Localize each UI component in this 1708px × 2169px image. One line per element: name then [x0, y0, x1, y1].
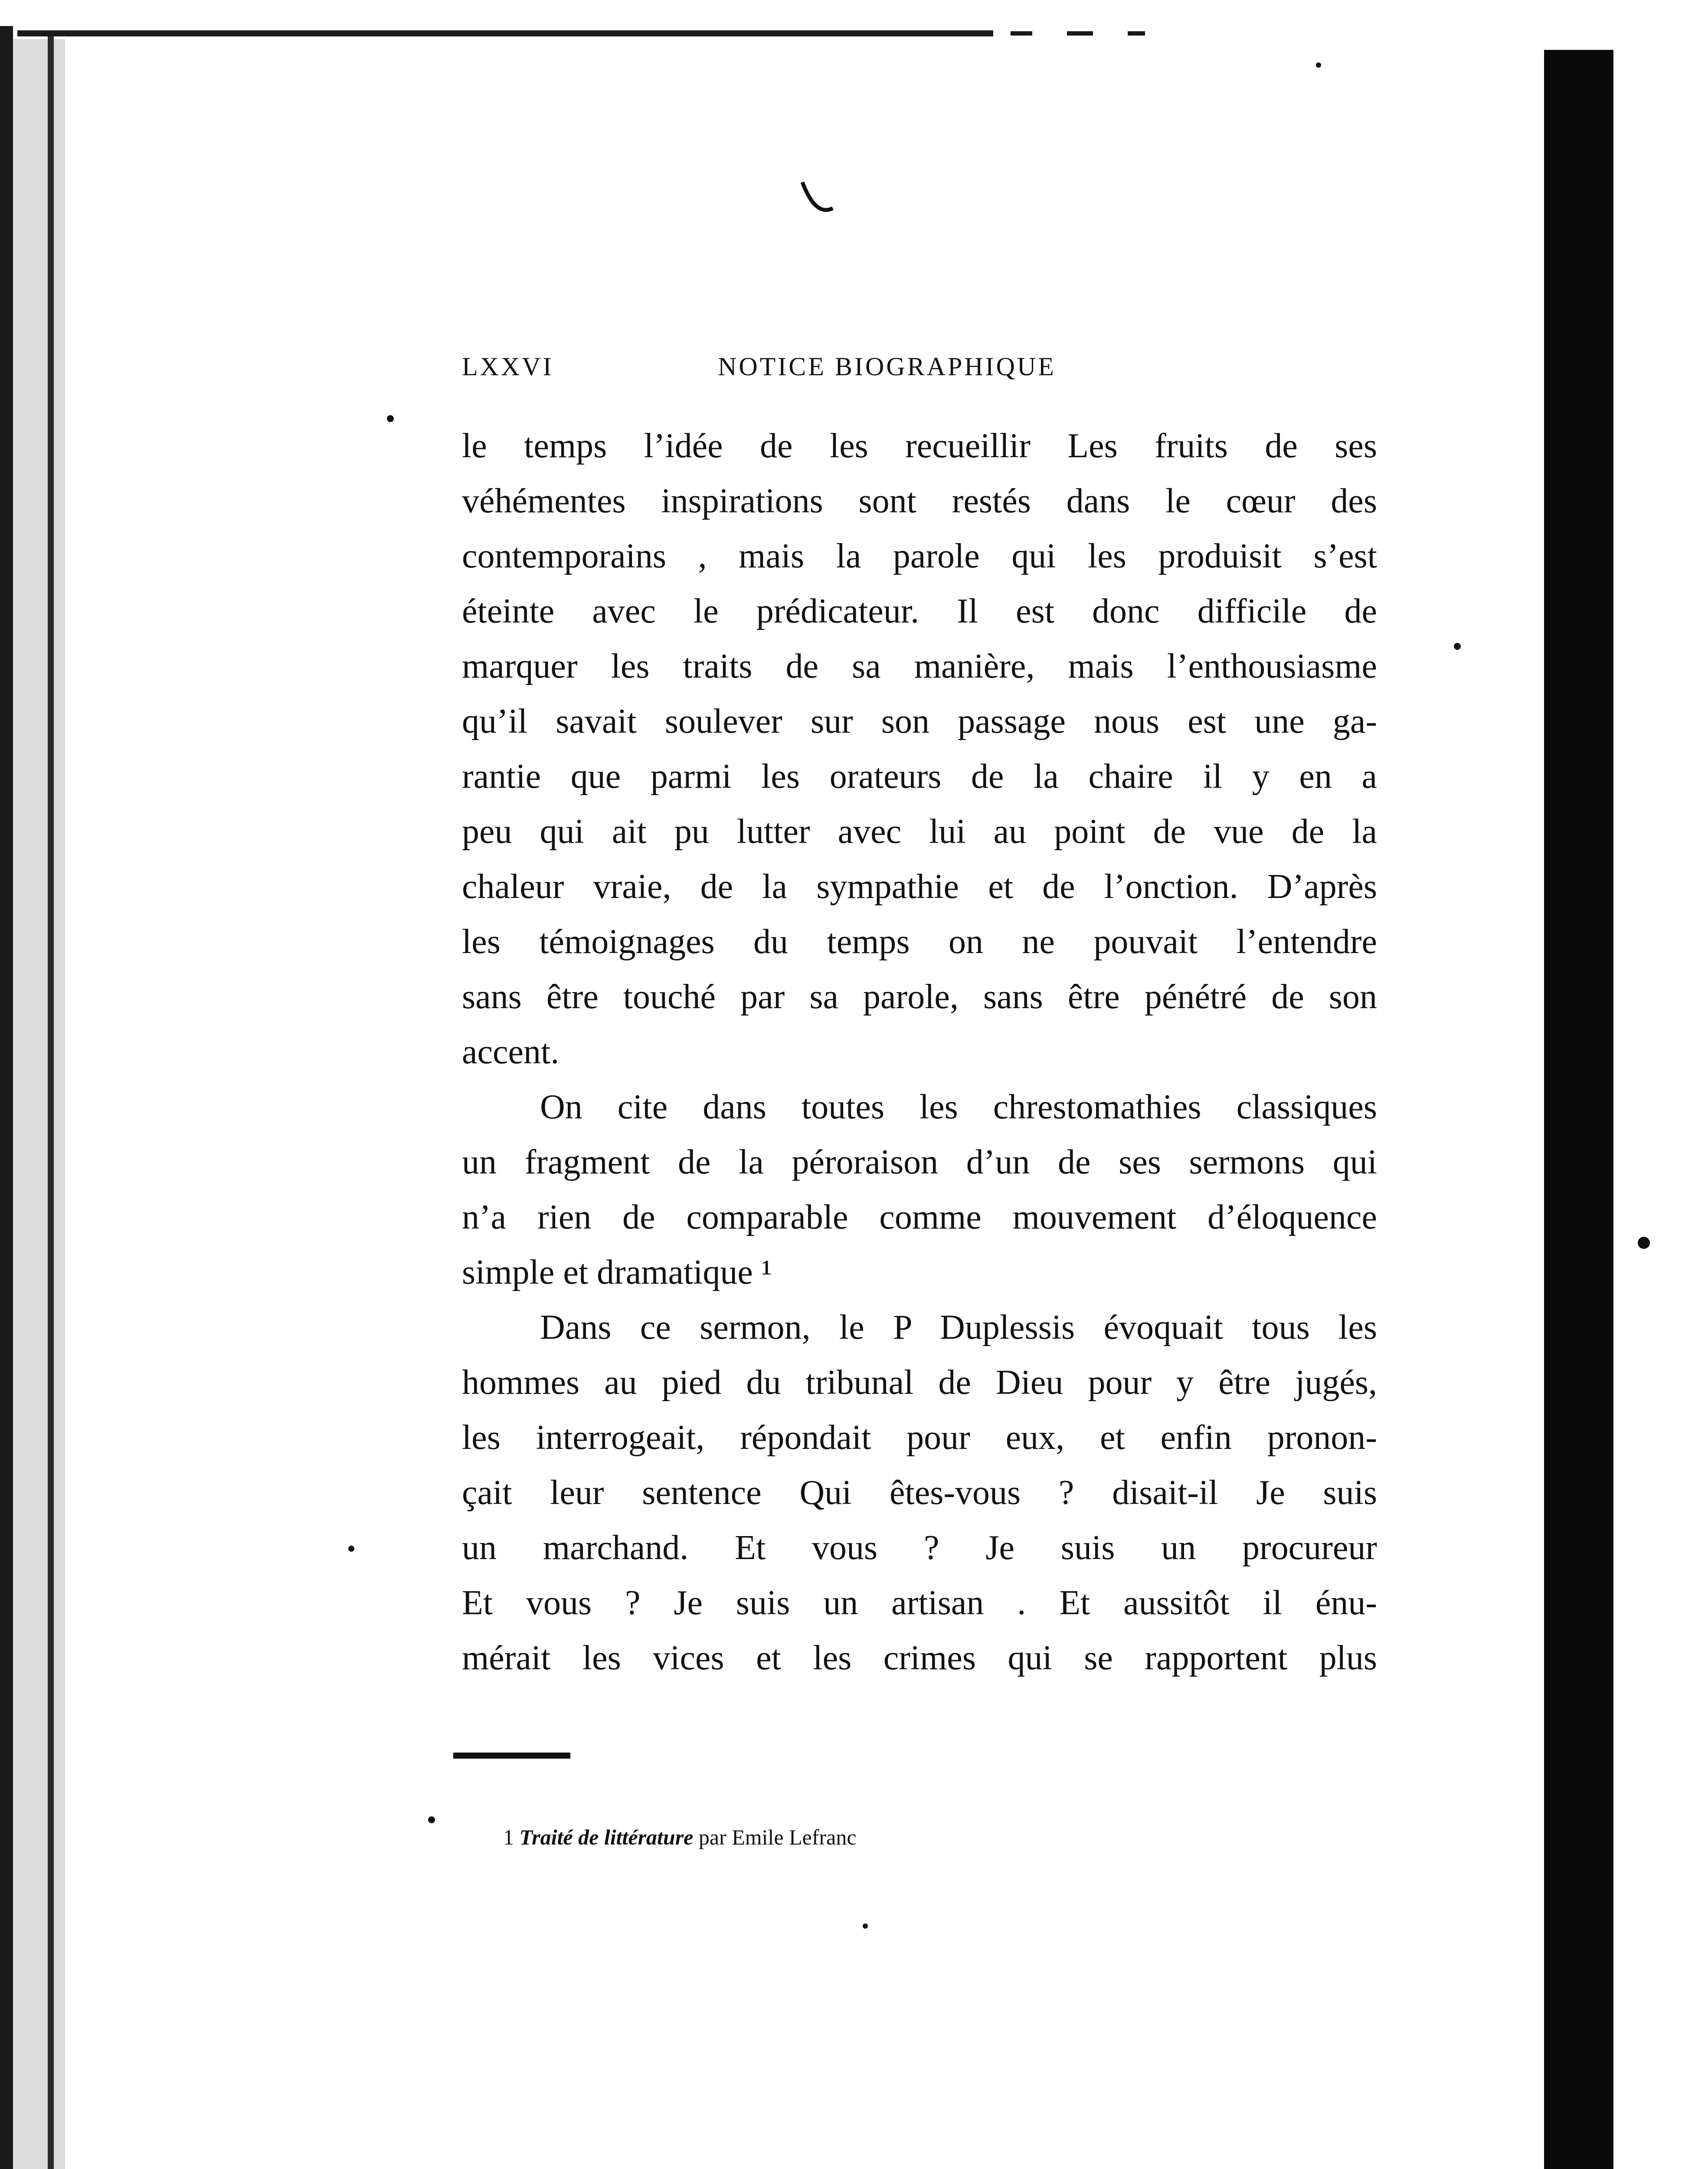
text-line: contemporains , mais la parole qui les produisit s’est [462, 537, 1377, 575]
text-line: les témoignages du temps on ne pouvait l’entendre [462, 923, 1377, 961]
text-line: le temps l’idée de les recueillir Les fruits de ses [462, 427, 1377, 465]
text-line: Dans ce sermon, le P Duplessis évoquait tous les [540, 1308, 1377, 1347]
text-line: sans être touché par sa parole, sans être pénétré de son [462, 978, 1377, 1016]
ink-speck [863, 1923, 868, 1929]
text-line: un marchand. Et vous ? Je suis un procureur [462, 1529, 1377, 1567]
text-line: qu’il savait soulever sur son passage nous est une ga- [462, 702, 1377, 740]
footnote-work-title: Traité de littérature [519, 1825, 694, 1849]
left-binding-shadow [13, 39, 65, 2169]
footnote-attribution: par Emile Lefranc [698, 1825, 857, 1849]
running-title: NOTICE BIOGRAPHIQUE [718, 352, 1056, 381]
ink-speck [387, 415, 394, 422]
footnote [503, 1822, 857, 1852]
text-line: hommes au pied du tribunal de Dieu pour y être jugés, [462, 1363, 1377, 1402]
text-line: çait leur sentence Qui êtes-vous ? disait-il Je suis [462, 1474, 1377, 1512]
text-line: On cite dans toutes les chrestomathies classiques [540, 1088, 1377, 1126]
text-line: les interrogeait, répondait pour eux, et enfin pronon- [462, 1419, 1377, 1457]
text-line: marquer les traits de sa manière, mais l’enthousiasme [462, 647, 1377, 685]
text-line: chaleur vraie, de la sympathie et de l’onction. D’après [462, 868, 1377, 906]
top-edge-rule [17, 30, 993, 36]
ink-speck [1316, 62, 1321, 68]
text-line: simple et dramatique ¹ [462, 1253, 772, 1291]
text-line: n’a rien de comparable comme mouvement d’éloquence [462, 1198, 1377, 1236]
ink-speck [428, 1816, 435, 1823]
text-line: peu qui ait pu lutter avec lui au point de vue de la [462, 813, 1377, 851]
body-text [462, 419, 1377, 1686]
ink-speck [348, 1546, 354, 1552]
top-edge-dash [1067, 31, 1093, 36]
page-number: LXXVI [462, 352, 554, 381]
footnote-number: 1 [503, 1825, 514, 1849]
text-line: mérait les vices et les crimes qui se rapportent plus [462, 1639, 1377, 1677]
text-line: accent. [462, 1033, 560, 1071]
left-inner-line [48, 30, 54, 2169]
text-line: rantie que parmi les orateurs de la chaire il y en a [462, 757, 1377, 796]
footnote-rule [453, 1753, 570, 1759]
ink-speck [1454, 643, 1461, 650]
text-line: éteinte avec le prédicateur. Il est donc difficile de [462, 592, 1377, 630]
ink-speck [1638, 1237, 1650, 1249]
text-line: un fragment de la péroraison d’un de ses sermons qui [462, 1143, 1377, 1181]
left-binding-edge [0, 26, 13, 2169]
top-edge-dash [1011, 31, 1032, 36]
top-ink-mark [802, 182, 833, 210]
text-line: véhémentes inspirations sont restés dans le cœur des [462, 482, 1377, 520]
text-line: Et vous ? Je suis un artisan . Et aussitôt il énu- [462, 1584, 1377, 1622]
top-edge-dash [1128, 31, 1145, 36]
right-edge-band [1544, 50, 1613, 2169]
